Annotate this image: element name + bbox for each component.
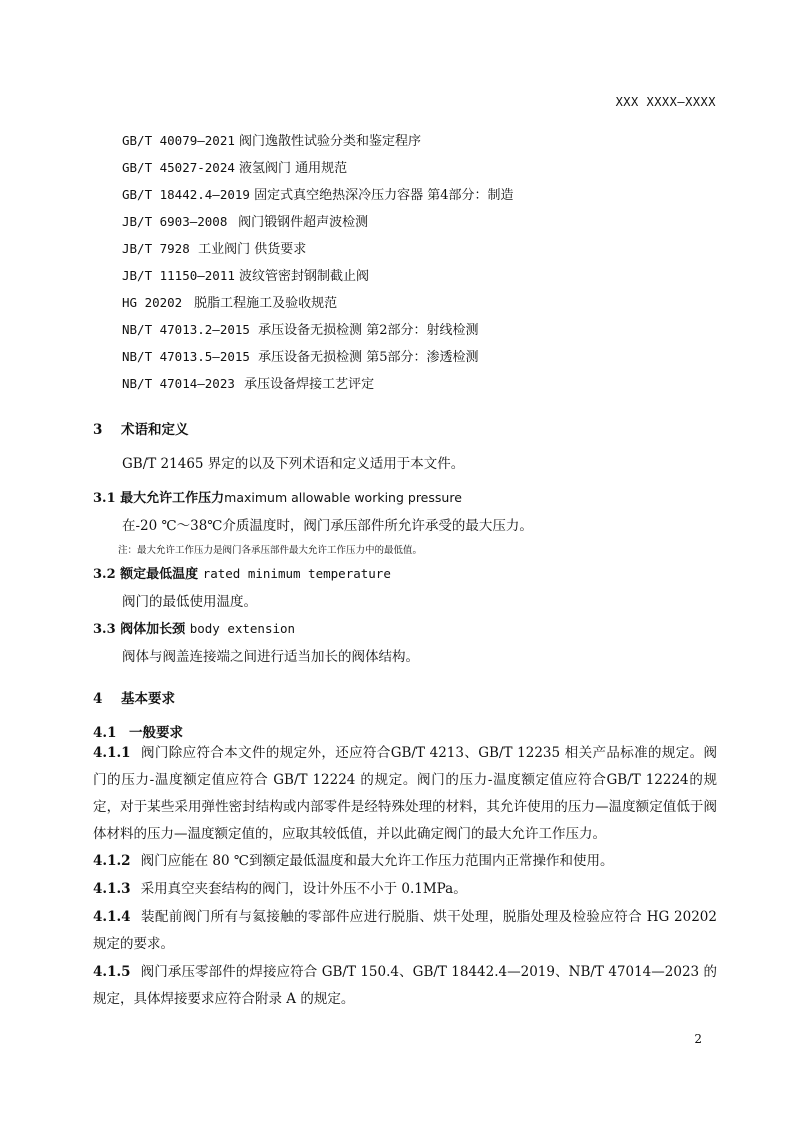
- section-number: 4: [93, 691, 103, 707]
- clause-4-1-3: [93, 876, 717, 903]
- reference-item: [122, 292, 337, 311]
- clause-4-1-2: [93, 848, 717, 875]
- term-en: rated minimum temperature: [202, 566, 391, 581]
- term-definition: 阀门的最低使用温度。: [122, 594, 257, 610]
- clause-text: 阀门应能在 80 ℃到额定最低温度和最大允许工作压力范围内正常操作和使用。: [140, 853, 614, 869]
- term-note: 注：最大允许工作压力是阀门各承压部件最大允许工作压力中的最低值。: [118, 545, 423, 556]
- terms-intro: GB/T 21465 界定的以及下列术语和定义适用于本文件。: [122, 456, 465, 472]
- reference-item: [122, 157, 347, 176]
- reference-title: 波纹管密封钢制截止阀: [239, 269, 370, 284]
- subsection-title: 一般要求: [129, 725, 183, 741]
- term-heading-3-1: [93, 487, 462, 506]
- reference-title: 固定式真空绝热深冷压力容器 第4部分：制造: [254, 188, 514, 203]
- clause-number: 4.1.3: [93, 881, 131, 897]
- reference-item: [122, 238, 306, 257]
- section-heading-3: [93, 418, 189, 438]
- clause-number: 4.1.4: [93, 909, 131, 925]
- clause-number: 4.1.2: [93, 853, 131, 869]
- term-zh: 最大允许工作压力: [120, 491, 225, 506]
- reference-item: [122, 130, 421, 149]
- reference-code: JB/T 7928: [122, 241, 190, 256]
- section-title: 基本要求: [121, 691, 175, 707]
- term-en: maximum allowable working pressure: [224, 490, 462, 505]
- reference-title: 承压设备无损检测 第2部分：射线检测: [258, 323, 479, 338]
- reference-code: JB/T 11150—2011: [122, 268, 235, 283]
- reference-code: HG 20202: [122, 295, 183, 310]
- reference-code: NB/T 47013.2—2015: [122, 322, 250, 337]
- reference-title: 承压设备无损检测 第5部分：渗透检测: [258, 350, 479, 365]
- term-zh: 阀体加长颈: [120, 622, 186, 637]
- term-number: 3.2: [93, 567, 116, 582]
- clause-4-1-5: [93, 959, 717, 1013]
- reference-item: [122, 211, 368, 230]
- reference-code: GB/T 18442.4—2019: [122, 187, 250, 202]
- term-definition: 阀体与阀盖连接端之间进行适当加长的阀体结构。: [122, 649, 419, 665]
- clause-number: 4.1.1: [93, 745, 131, 761]
- page-number: 2: [694, 1032, 702, 1046]
- section-title: 术语和定义: [121, 422, 189, 438]
- term-number: 3.3: [93, 622, 116, 637]
- reference-code: JB/T 6903—2008: [122, 214, 228, 229]
- term-number: 3.1: [93, 491, 116, 506]
- clause-4-1-4: [93, 904, 717, 958]
- reference-title: 液氢阀门 通用规范: [239, 161, 348, 176]
- section-number: 3: [93, 422, 103, 438]
- clause-number: 4.1.5: [93, 964, 131, 980]
- clause-text: 采用真空夹套结构的阀门，设计外压不小于 0.1MPa。: [140, 881, 467, 897]
- term-heading-3-2: [93, 563, 391, 582]
- document-code-header: XXX XXXX—XXXX: [615, 95, 716, 109]
- term-definition: 在-20 ℃～38℃介质温度时，阀门承压部件所允许承受的最大压力。: [122, 518, 533, 534]
- reference-item: [122, 373, 374, 392]
- reference-title: 工业阀门 供货要求: [198, 242, 307, 257]
- reference-item: [122, 265, 369, 284]
- term-zh: 额定最低温度: [120, 567, 199, 582]
- reference-code: NB/T 47014—2023: [122, 376, 235, 391]
- subsection-number: 4.1: [93, 725, 117, 741]
- reference-title: 脱脂工程施工及验收规范: [194, 296, 338, 311]
- subsection-heading-4-1: [93, 721, 183, 741]
- section-heading-4: [93, 687, 175, 707]
- term-heading-3-3: [93, 618, 295, 637]
- reference-item: [122, 319, 479, 338]
- clause-text: 装配前阀门所有与氦接触的零部件应进行脱脂、烘干处理，脱脂处理及检验应符合 HG 20202 规定的要求。: [93, 909, 717, 952]
- reference-title: 承压设备焊接工艺评定: [244, 377, 375, 392]
- clause-text: 阀门承压零部件的焊接应符合 GB/T 150.4、GB/T 18442.4—2019、NB/T 47014—2023 的规定，具体焊接要求应符合附录 A 的规定。: [93, 964, 717, 1007]
- reference-code: GB/T 40079—2021: [122, 133, 235, 148]
- reference-item: [122, 346, 479, 365]
- reference-title: 阀门锻钢件超声波检测: [238, 215, 369, 230]
- reference-title: 阀门逸散性试验分类和鉴定程序: [239, 134, 422, 149]
- clause-4-1-1: [93, 740, 717, 848]
- clause-text: 阀门除应符合本文件的规定外，还应符合GB/T 4213、GB/T 12235 相关产品标准的规定。阀门的压力-温度额定值应符合 GB/T 12224 的规定。阀门的压力-温度额定值应符合GB/T 12224的规定，对于某些采用弹性密封结构或内部零件是经特殊处理的材料，其允许使用的压力—温度额定值低于阀体材料的压力—温度额定值的，应取其较低值，并以此确定阀门的最大允许工作压力。: [93, 745, 717, 842]
- term-en: body extension: [189, 621, 296, 636]
- reference-code: NB/T 47013.5—2015: [122, 349, 250, 364]
- reference-item: [122, 184, 513, 203]
- reference-code: GB/T 45027-2024: [122, 160, 235, 175]
